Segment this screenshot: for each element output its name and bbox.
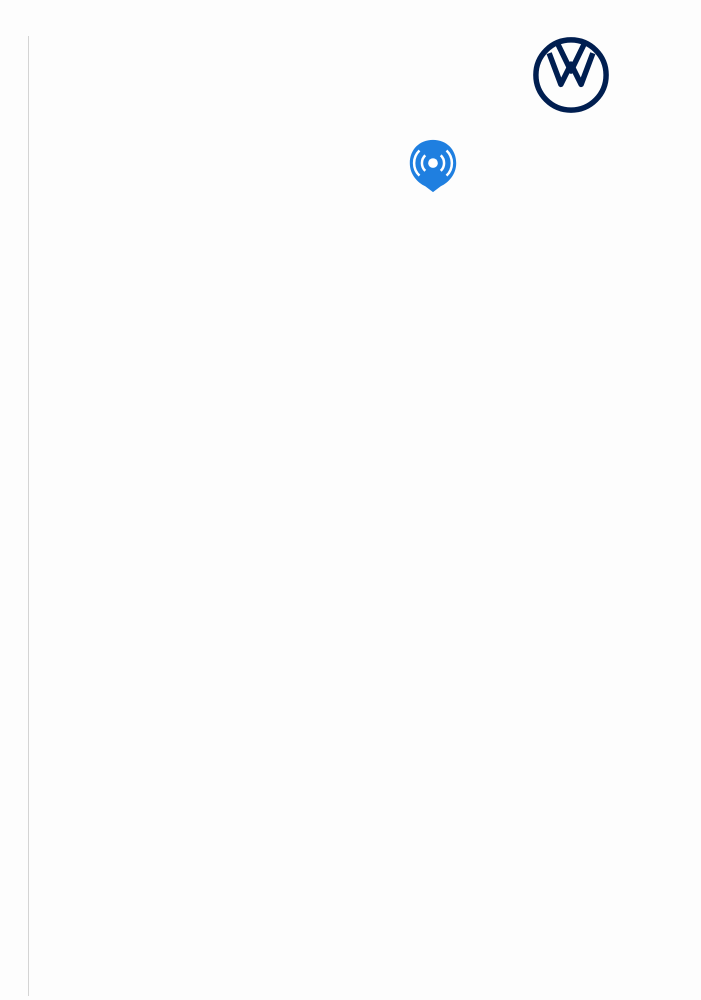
page-border [28,36,674,996]
we-connect-promo [470,130,680,131]
we-connect-icon [404,136,462,194]
vw-logo-icon [532,36,610,114]
